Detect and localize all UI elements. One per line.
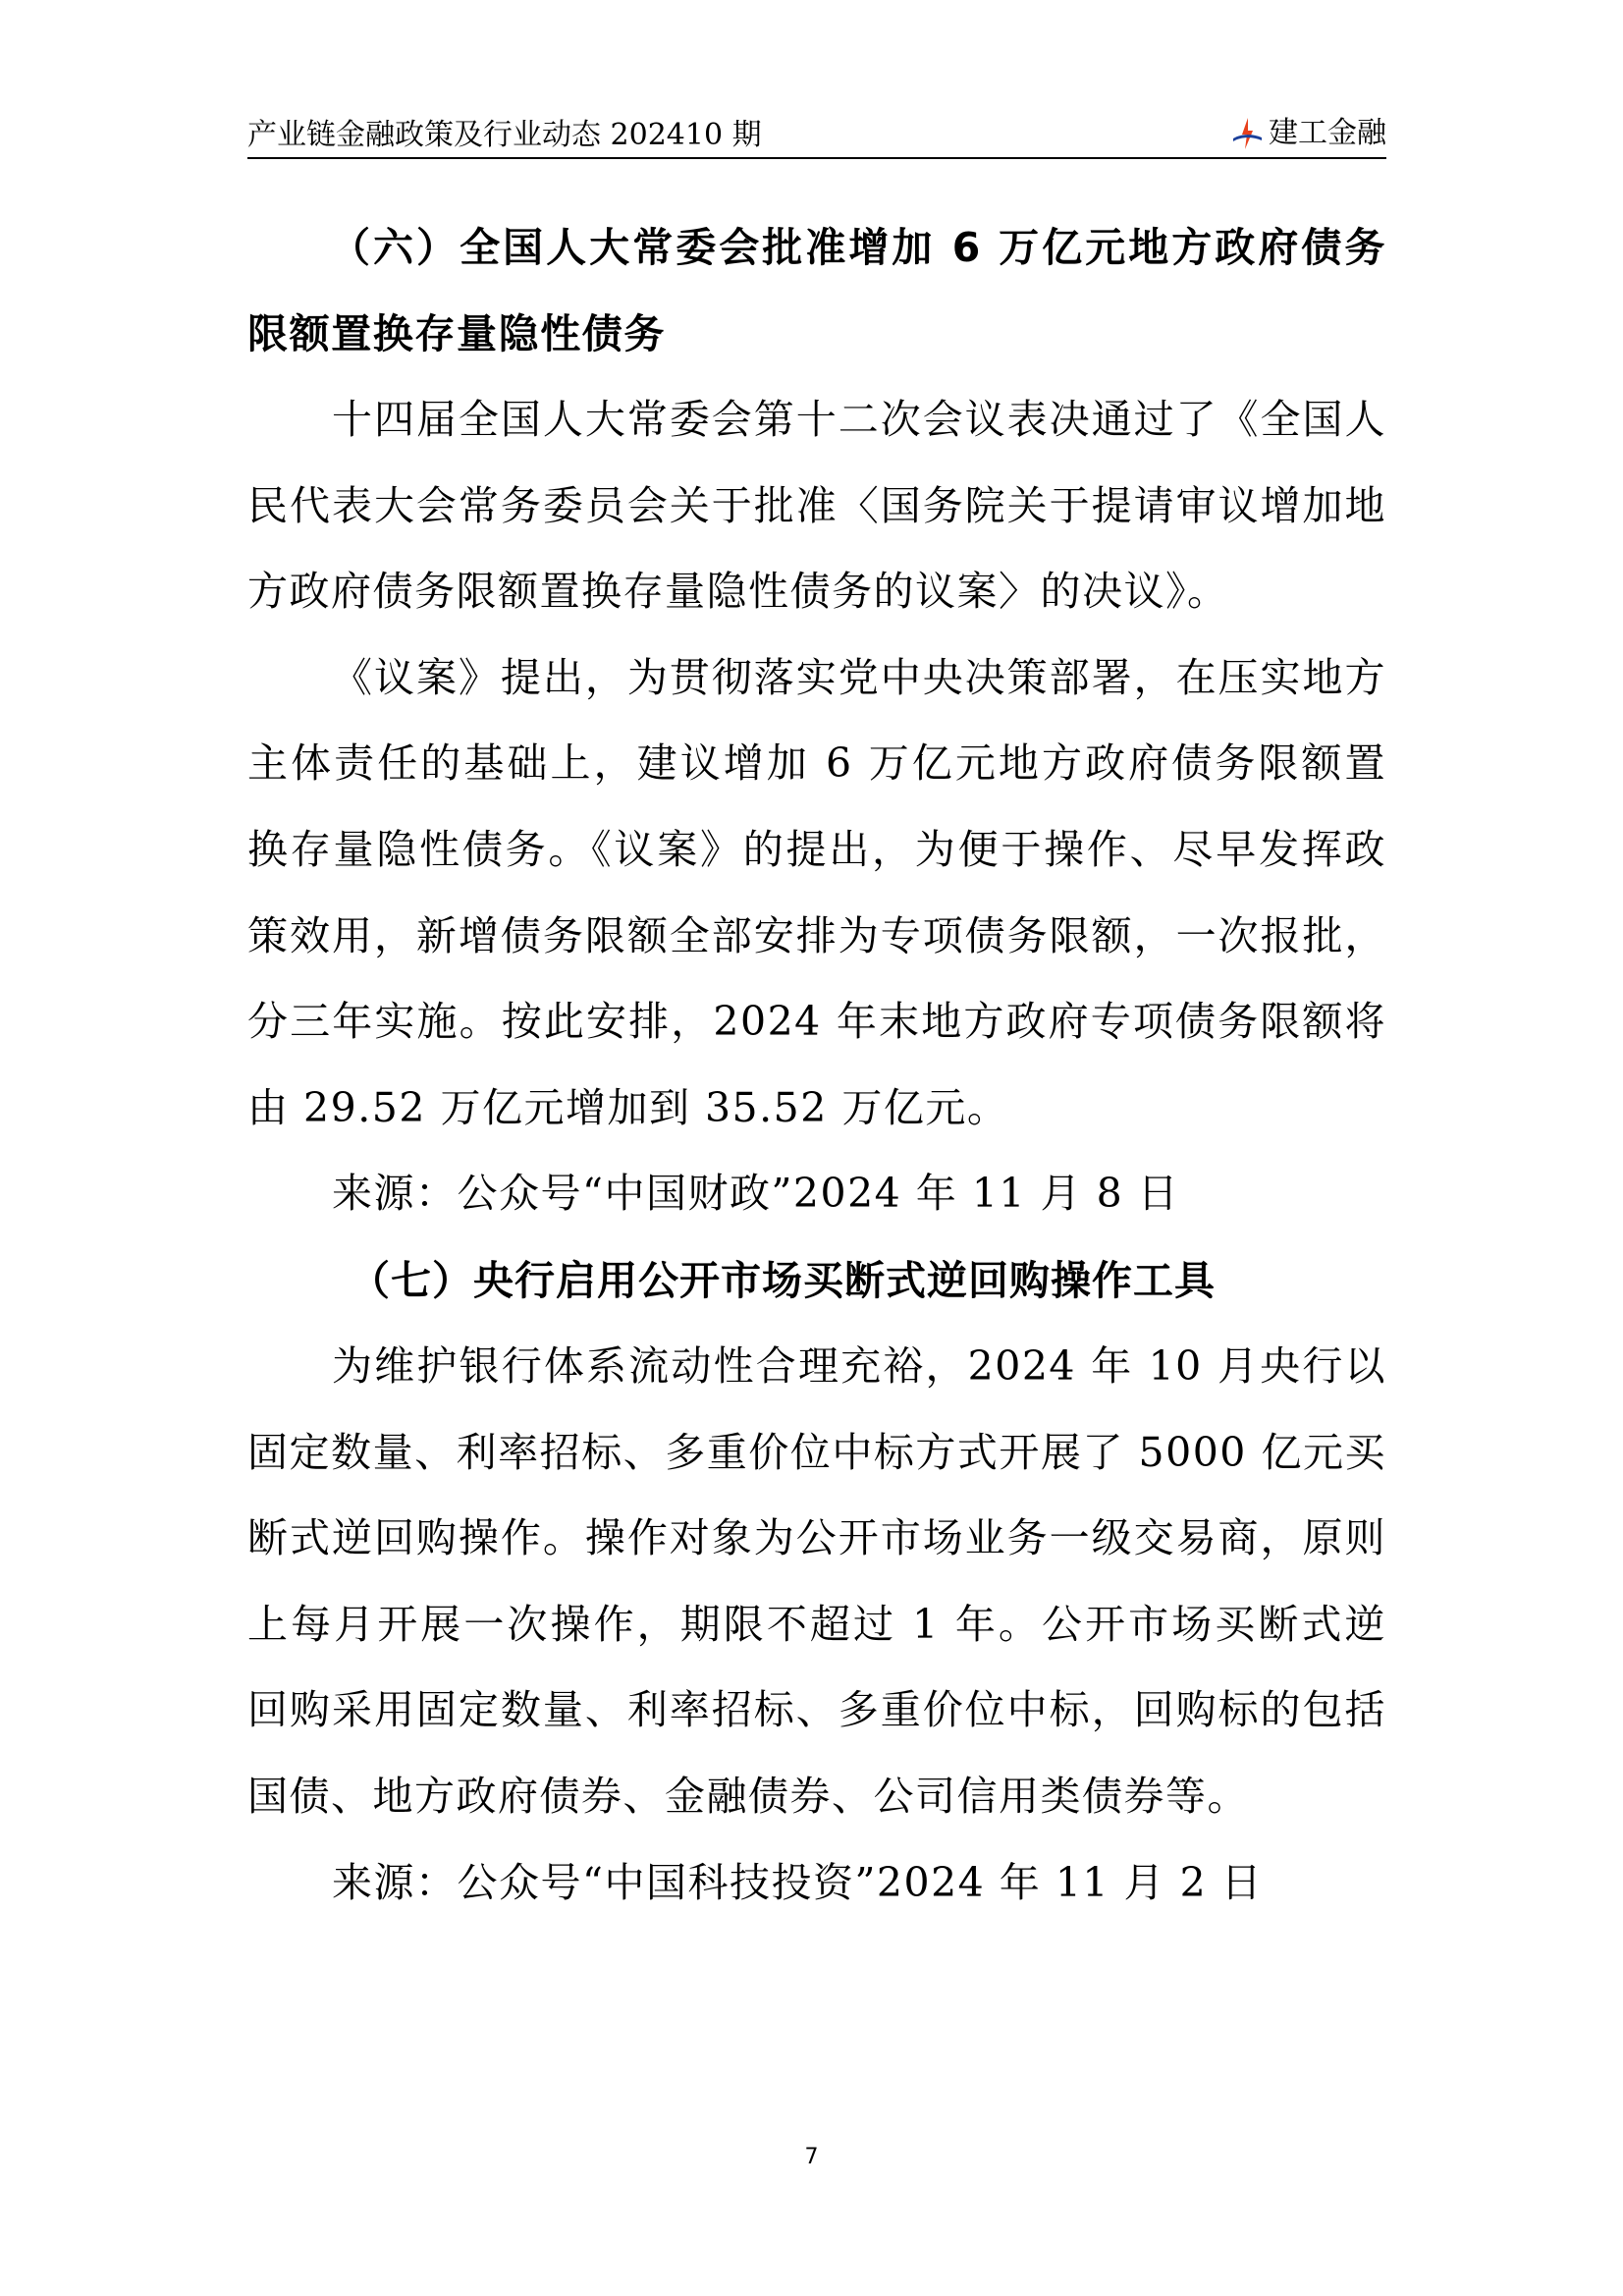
main-content xyxy=(247,204,1386,1926)
source-line: 来源：公众号“中国科技投资”2024 年 11 月 2 日 xyxy=(332,1858,1264,1906)
source-line: 来源：公众号“中国财政”2024 年 11 月 8 日 xyxy=(332,1170,1180,1218)
section-heading: （七）央行启用公开市场买断式逆回购操作工具 xyxy=(350,1256,1216,1304)
paragraph: 《议案》提出，为贯彻落实党中央决策部署，在压实地方主体责任的基础上，建议增加 6 万亿元地方政府债务限额置换存量隐性债务。《议案》的提出，为便于操作、尽早发挥政策效用，新增债务限额全部安排为专项债务限额，一次报批，分三年实施。按此安排，2024 年末地方政府专项债务限额将由 29.52 万亿元增加到 35.52 万亿元。 xyxy=(247,653,1386,1131)
paragraph: 为维护银行体系流动性合理充裕，2024 年 10 月央行以固定数量、利率招标、多重价位中标方式开展了 5000 亿元买断式逆回购操作。操作对象为公开市场业务一级交易商，原则上每月开展一次操作，期限不超过 1 年。公开市场买断式逆回购采用固定数量、利率招标、多重价位中标，回购标的包括国债、地方政府债券、金融债券、公司信用类债券等。 xyxy=(247,1341,1386,1820)
jiangong-logo-icon xyxy=(1231,117,1263,150)
paragraph: 十四届全国人大常委会第十二次会议表决通过了《全国人民代表大会常务委员会关于批准〈国务院关于提请审议增加地方政府债务限额置换存量隐性债务的议案〉的决议》。 xyxy=(247,396,1386,616)
header-title: 产业链金融政策及行业动态 202410 期 xyxy=(247,118,762,152)
header-brand xyxy=(1231,114,1386,153)
page-number: 7 xyxy=(804,2145,819,2169)
brand-name: 建工金融 xyxy=(1269,116,1386,150)
section-heading: （六）全国人大常委会批准增加 6 万亿元地方政府债务限额置换存量隐性债务 xyxy=(247,224,1386,357)
page-header xyxy=(247,110,1386,159)
